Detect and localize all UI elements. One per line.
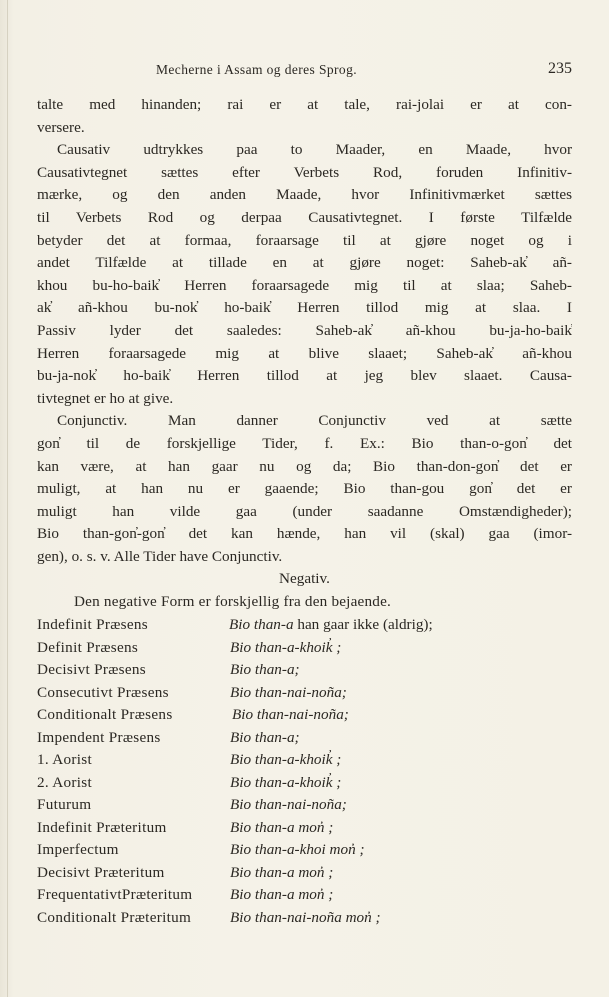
tense-form [229, 614, 433, 637]
tense-form: Bio than-a mon̓ ; [230, 863, 334, 881]
tense-form: Bio than-a-khoik̓ ; [230, 638, 342, 656]
tense-name: Imperfectum [37, 841, 119, 858]
tense-form: Bio than-a mon̓ ; [230, 818, 334, 836]
tense-name: FrequentativtPræteritum [37, 886, 193, 903]
text-line: betyder det at formaa, foraarsage til at gjøre noget og i [37, 231, 572, 249]
tense-row [37, 614, 577, 637]
text-line: bu-ja-nok̓ ho-baik̓ Herren tillod at jeg blev slaaet. Causa- [37, 367, 572, 385]
tense-form: Bio than-nai-noña; [230, 683, 347, 701]
text-line: muligt han vilde gaa (under saadanne Omstændigheder); [37, 502, 572, 520]
tense-form: Bio than-a; [230, 728, 300, 746]
text-line: khou bu-ho-baik̓ Herren foraarsagede mig til at slaa; Saheb- [37, 276, 572, 294]
body-text [37, 94, 572, 568]
tense-row [37, 682, 577, 705]
tense-form: Bio than-nai-noña; [232, 706, 349, 723]
text-line: versere. [37, 118, 85, 136]
tense-form: Bio than-a-khoi mon̓ ; [230, 841, 365, 858]
tense-name: Decisivt Præteritum [37, 863, 165, 881]
text-line: talte med hinanden; rai er at tale, rai-jolai er at con- [37, 96, 572, 113]
tense-name: Conditionalt Præteritum [37, 908, 192, 926]
tense-row [37, 659, 577, 682]
text-line: tivtegnet er ho at give. [37, 389, 174, 407]
text-line: Causativtegnet sættes efter Verbets Rod, foruden Infinitiv- [37, 163, 572, 181]
text-line: Conjunctiv. Man danner Conjunctiv ved at sætte [57, 412, 572, 430]
text-line: Herren foraarsagede mig at blive slaaet; Saheb-ak̓ añ-khou [37, 344, 572, 362]
tense-form: Bio than-nai-noña mon̓ ; [230, 908, 381, 926]
tense-row [37, 884, 577, 907]
tense-name: Indefinit Præsens [37, 616, 148, 633]
tense-form: Bio than-a mon̓ ; [230, 886, 334, 903]
tense-row [37, 772, 577, 795]
tense-name: Indefinit Præteritum [37, 818, 167, 836]
tense-form: Bio than-a; [230, 661, 300, 678]
tense-name: Futurum [37, 796, 92, 813]
tense-gloss: han gaar ikke (aldrig); [293, 616, 433, 633]
tense-name: Impendent Præsens [37, 728, 161, 746]
tense-row [37, 817, 577, 840]
tense-row [37, 637, 577, 660]
binding-edge [7, 0, 8, 997]
section-heading-negativ: Negativ. [279, 570, 330, 587]
tense-row [37, 794, 577, 817]
tense-row [37, 727, 577, 750]
text-line: ak̓ añ-khou bu-nok̓ ho-baik̓ Herren tillod mig at slaa. I [37, 299, 572, 317]
text-line: til Verbets Rod og derpaa Causativtegnet. I første Tilfælde [37, 208, 572, 226]
tense-form: Bio than-a-khoik̓ ; [230, 751, 342, 768]
text-line: Passiv lyder det saaledes: Saheb-ak̓ añ-khou bu-ja-ho-baik̓ [37, 321, 572, 339]
tense-row [37, 862, 577, 885]
text-line: muligt, at han nu er gaaende; Bio than-gou gon̓ det er [37, 480, 572, 498]
tense-name: 1. Aorist [37, 751, 93, 768]
tense-name: Conditionalt Præsens [37, 706, 173, 723]
text-line: mærke, og den anden Maade, hvor Infinitivmærket sættes [37, 186, 572, 204]
tense-row [37, 907, 577, 930]
page-number: 235 [548, 60, 572, 77]
negativ-intro: Den negative Form er forskjellig fra den bejaende. [74, 593, 392, 610]
tense-name: Definit Præsens [37, 638, 139, 656]
tense-table [37, 614, 577, 929]
tense-form: Bio than-a-khoik̓ ; [230, 773, 342, 791]
tense-form-text: Bio than-a [229, 616, 294, 633]
text-line: Bio than-gon̓-gon̓ det kan hænde, han vil (skal) gaa (imor- [37, 525, 572, 543]
tense-row [37, 749, 577, 772]
text-line: gon̓ til de forskjellige Tider, f. Ex.: Bio than-o-gon̓ det [37, 434, 572, 452]
text-line: andet Tilfælde at tillade en at gjøre noget: Saheb-ak̓ añ- [37, 254, 572, 272]
tense-row [37, 839, 577, 862]
text-line: kan være, at han gaar nu og da; Bio than-don-gon̓ det er [37, 457, 572, 475]
tense-name: Decisivt Præsens [37, 661, 146, 678]
page-header [36, 60, 572, 82]
running-title: Mecherne i Assam og deres Sprog. [156, 62, 358, 77]
tense-form: Bio than-nai-noña; [230, 796, 347, 813]
text-line: Causativ udtrykkes paa to Maader, en Maade, hvor [57, 141, 572, 159]
tense-row [37, 704, 577, 727]
text-line: gen), o. s. v. Alle Tider have Conjunctiv. [37, 547, 283, 565]
tense-name: Consecutivt Præsens [37, 683, 169, 701]
tense-name: 2. Aorist [37, 773, 93, 791]
